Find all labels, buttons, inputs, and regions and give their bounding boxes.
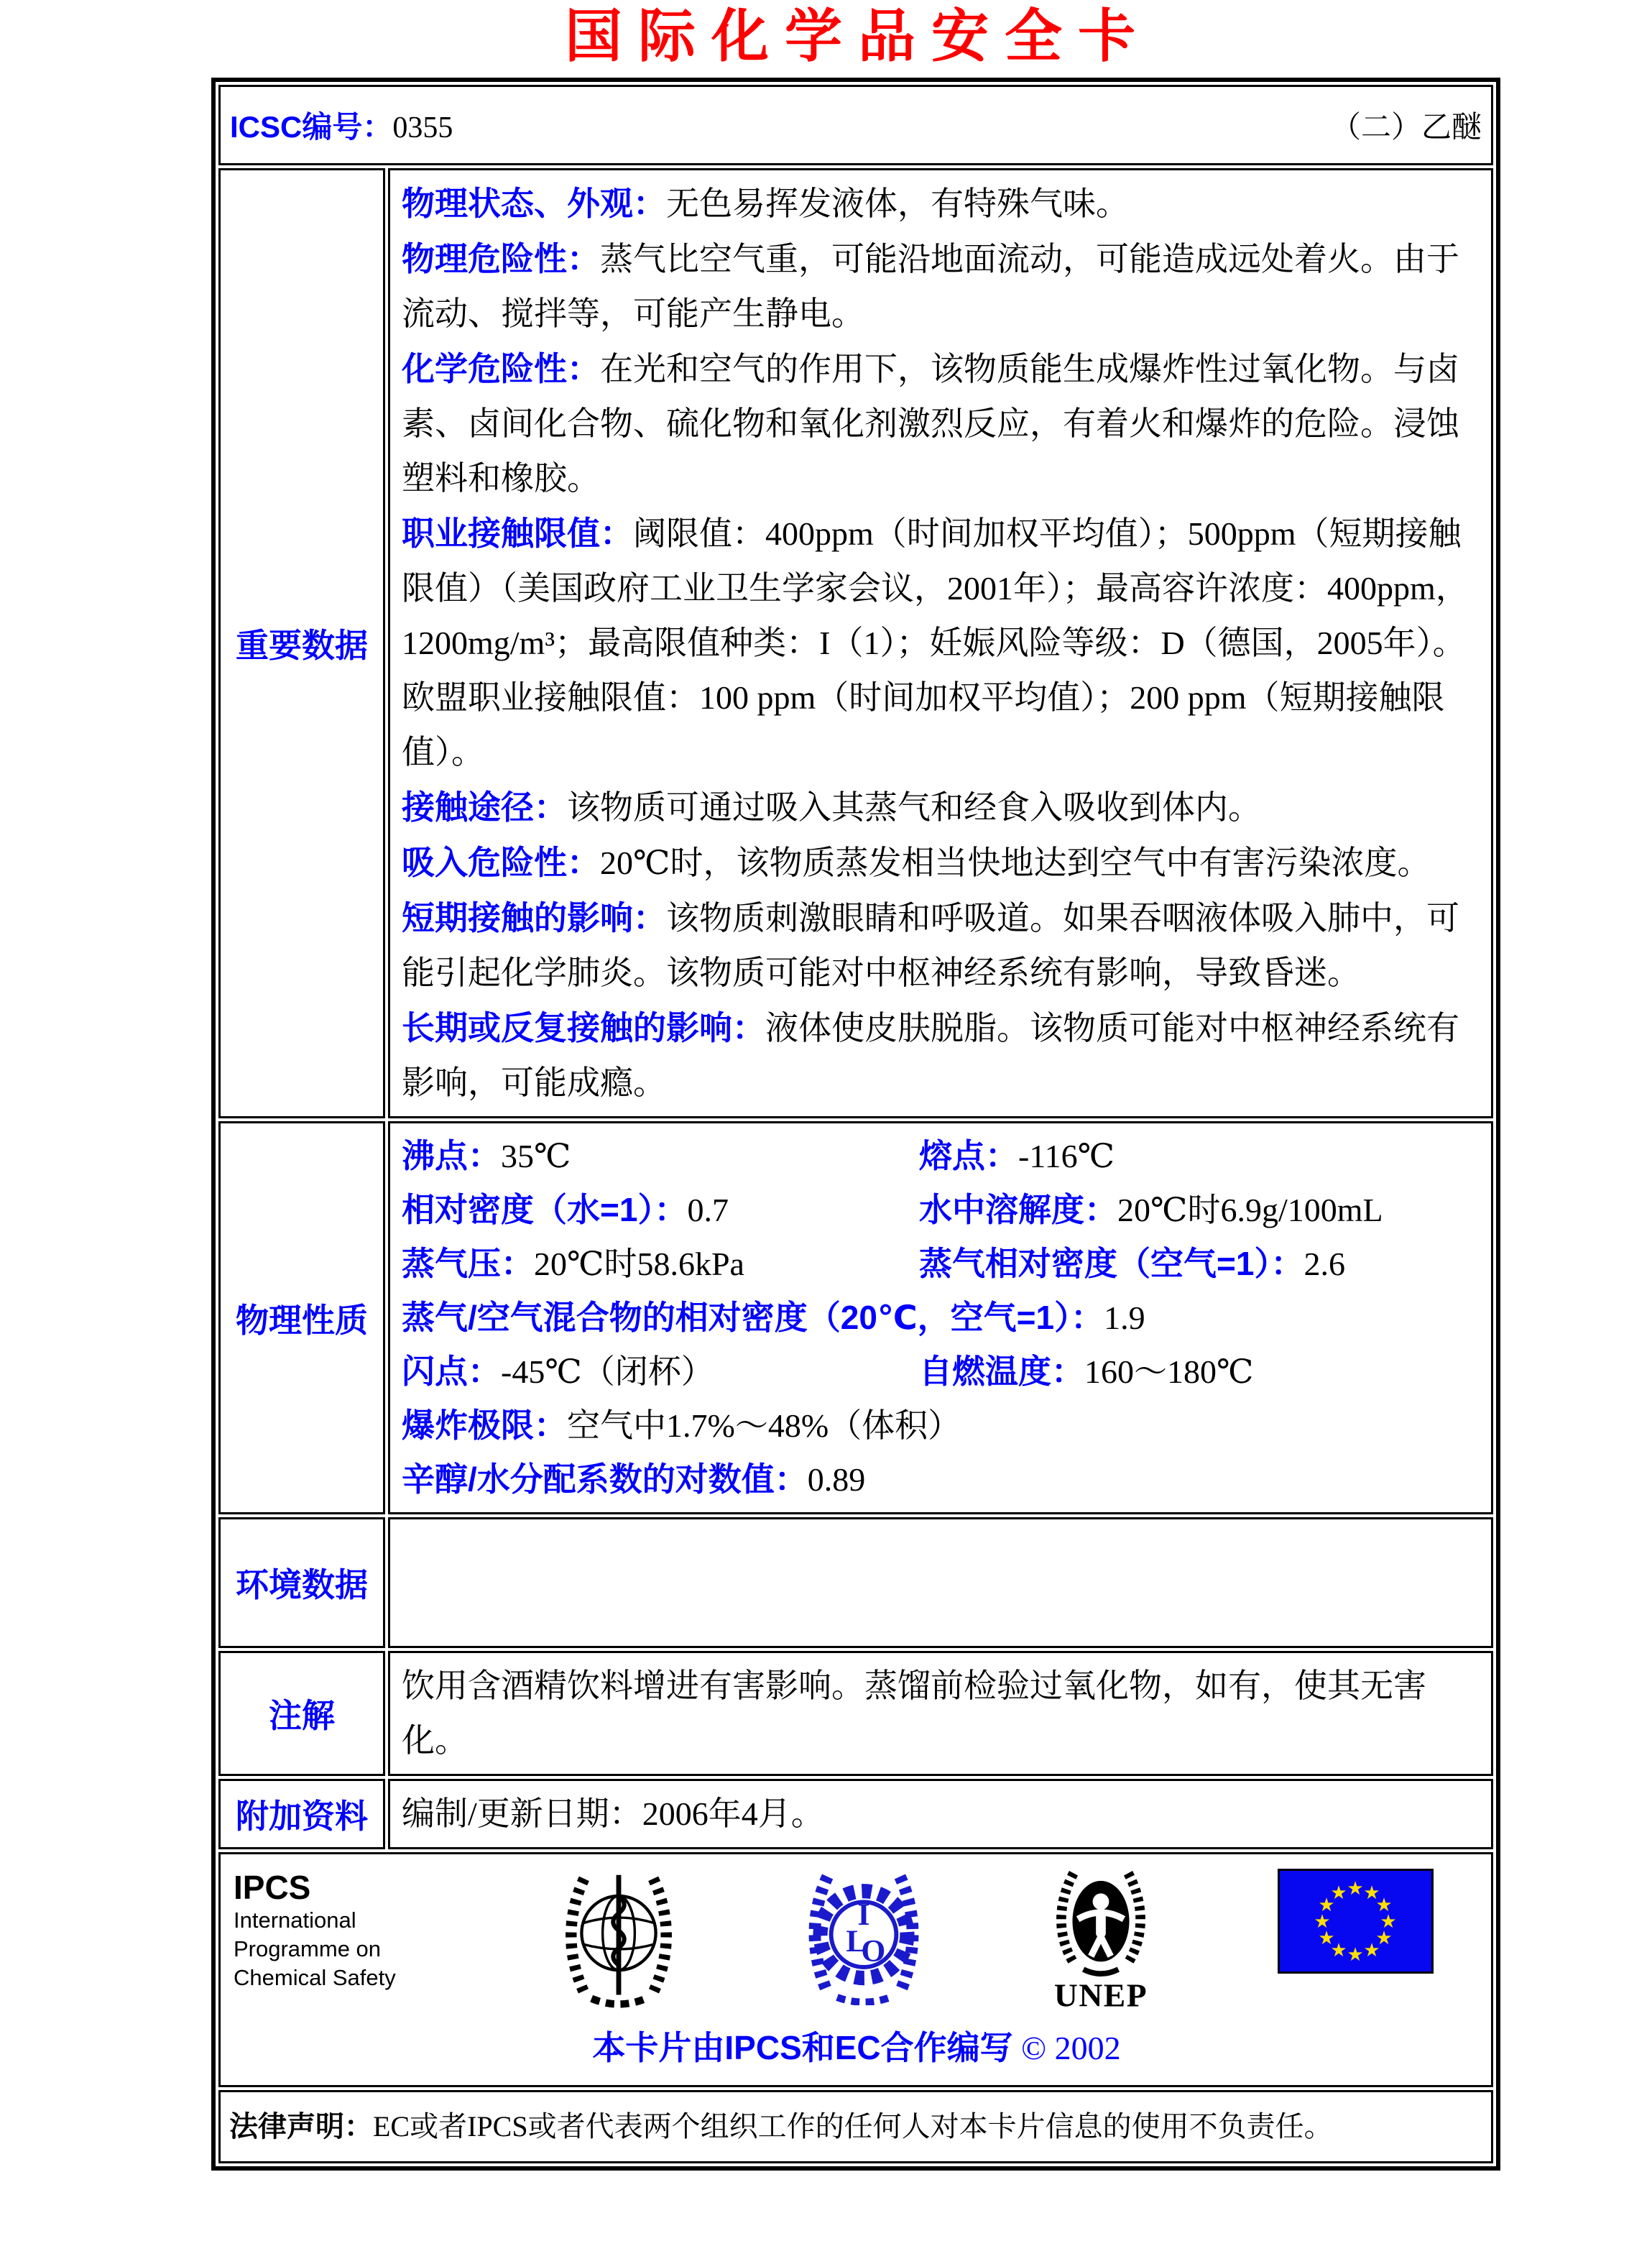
ipcs-text-block: IPCS International Programme on Chemical Safety bbox=[234, 1869, 435, 1992]
field-text: 阈限值：400ppm（时间加权平均值）；500ppm（短期接触限值）（美国政府工业卫生学家会议，2001年）；最高容许浓度：400ppm，1200mg/m³；最高限值种类：I（1）；妊娠风险等级：D（德国，2005年）。欧盟职业接触限值：100 ppm（时间加权平均值）；200 ppm（短期接触限值）。 bbox=[402, 515, 1469, 770]
svg-text:O: O bbox=[860, 1933, 885, 1969]
svg-text:L: L bbox=[845, 1924, 867, 1959]
field-text: 在光和空气的作用下，该物质能生成爆炸性过氧化物。与卤素、卤间化合物、硫化物和氧化剂激烈反应，有着火和爆炸的危险。浸蚀塑料和橡胶。 bbox=[402, 351, 1459, 497]
row-label-notes: 注解 bbox=[218, 1651, 385, 1776]
credit-year: © 2002 bbox=[1021, 2030, 1121, 2066]
phys-vapor-density: 蒸气相对密度（空气=1）：2.6 bbox=[919, 1245, 1345, 1282]
svg-text:★: ★ bbox=[1330, 1882, 1347, 1904]
svg-text:★: ★ bbox=[1375, 1895, 1393, 1916]
field-text: 液体使皮肤脱脂。该物质可能对中枢神经系统有影响，可能成瘾。 bbox=[402, 1010, 1459, 1101]
svg-text:★: ★ bbox=[1318, 1928, 1335, 1949]
environmental-data-content bbox=[402, 1525, 1480, 1640]
chemical-name: （二）乙醚 bbox=[1330, 111, 1482, 144]
phys-autoignition-temperature: 自燃温度：160～180℃ bbox=[919, 1353, 1254, 1390]
logos-row bbox=[218, 1852, 1493, 2087]
svg-text:UNEP: UNEP bbox=[1053, 1977, 1148, 2011]
eu-flag-icon bbox=[1278, 1869, 1434, 1977]
svg-text:★: ★ bbox=[1347, 1944, 1364, 1966]
phys-explosive-limits: 爆炸极限：空气中1.7%～48%（体积） bbox=[402, 1407, 961, 1444]
field-label: 物理状态、外观： bbox=[402, 185, 666, 222]
page-title: 国际化学品安全卡 bbox=[565, 2, 1151, 70]
field-label: 接触途径： bbox=[402, 788, 567, 826]
icsc-number-label: ICSC编号： bbox=[230, 110, 393, 144]
additional-info-row bbox=[218, 1779, 1493, 1849]
phys-relative-density: 相对密度（水=1）：0.7 bbox=[402, 1191, 729, 1228]
legal-notice-row bbox=[218, 2090, 1493, 2163]
svg-text:★: ★ bbox=[1314, 1911, 1331, 1933]
phys-water-solubility: 水中溶解度：20℃时6.9g/100mL bbox=[919, 1191, 1383, 1228]
field-label: 长期或反复接触的影响： bbox=[402, 1009, 765, 1046]
field-label: 短期接触的影响： bbox=[402, 899, 666, 937]
field-text: 该物质可通过吸入其蒸气和经食入吸收到体内。 bbox=[567, 789, 1261, 826]
physical-properties-row bbox=[218, 1121, 1493, 1514]
who-logo-icon bbox=[557, 1869, 680, 2015]
phys-flash-point: 闪点：-45℃（闭杯） bbox=[402, 1353, 714, 1390]
header-row bbox=[218, 85, 1493, 165]
physical-properties-content bbox=[388, 1121, 1493, 1514]
phys-octanol-water-partition: 辛醇/水分配系数的对数值：0.89 bbox=[402, 1460, 866, 1498]
icsc-number-value: 0355 bbox=[392, 111, 453, 144]
svg-text:★: ★ bbox=[1375, 1928, 1393, 1949]
credit-line bbox=[229, 2022, 1484, 2069]
field-text: 蒸气比空气重，可能沿地面流动，可能造成远处着火。由于流动、搅拌等，可能产生静电。 bbox=[402, 241, 1459, 332]
notes-content: 饮用含酒精饮料增进有害影响。蒸馏前检验过氧化物，如有，使其无害化。 bbox=[388, 1651, 1493, 1776]
icsc-number-group bbox=[230, 103, 453, 147]
credit-text: 本卡片由IPCS和EC合作编写 bbox=[592, 2029, 1013, 2066]
row-label-additional-info: 附加资料 bbox=[218, 1779, 385, 1849]
field-label: 化学危险性： bbox=[402, 350, 600, 387]
svg-text:★: ★ bbox=[1363, 1882, 1380, 1904]
svg-text:★: ★ bbox=[1347, 1878, 1364, 1900]
phys-melting-point: 熔点：-116℃ bbox=[919, 1137, 1115, 1174]
row-label-important-data: 重要数据 bbox=[218, 168, 385, 1118]
field-text: 20℃时，该物质蒸发相当快地达到空气中有害污染浓度。 bbox=[600, 845, 1431, 881]
icsc-card-page bbox=[211, 4, 1505, 2171]
field-label: 物理危险性： bbox=[402, 240, 600, 277]
additional-info-content: 编制/更新日期：2006年4月。 bbox=[388, 1779, 1493, 1849]
phys-boiling-point: 沸点：35℃ bbox=[402, 1137, 571, 1174]
svg-text:★: ★ bbox=[1380, 1911, 1397, 1933]
svg-text:I: I bbox=[857, 1897, 869, 1933]
important-data-row bbox=[218, 168, 1493, 1118]
legal-notice-text: EC或者IPCS或者代表两个组织工作的任何人对本卡片信息的使用不负责任。 bbox=[373, 2110, 1333, 2143]
phys-vapor-air-mixture-density: 蒸气/空气混合物的相对密度（20℃，空气=1）：1.9 bbox=[402, 1299, 1145, 1336]
ipcs-title: IPCS bbox=[234, 1869, 311, 1906]
notes-row bbox=[218, 1651, 1493, 1776]
svg-text:★: ★ bbox=[1318, 1895, 1335, 1916]
row-label-physical-properties: 物理性质 bbox=[218, 1121, 385, 1514]
unep-logo-icon bbox=[1046, 1869, 1155, 2015]
field-label: 吸入危险性： bbox=[402, 844, 600, 881]
legal-notice-label: 法律声明： bbox=[229, 2111, 373, 2143]
important-data-content bbox=[388, 168, 1493, 1118]
phys-vapor-pressure: 蒸气压：20℃时58.6kPa bbox=[402, 1245, 744, 1282]
field-label: 职业接触限值： bbox=[402, 515, 633, 552]
environmental-data-row bbox=[218, 1517, 1493, 1648]
field-text: 该物质刺激眼睛和呼吸道。如果吞咽液体吸入肺中，可能引起化学肺炎。该物质可能对中枢神经系统有影响，导致昏迷。 bbox=[402, 900, 1459, 991]
ilo-logo-icon bbox=[803, 1869, 924, 2009]
svg-text:★: ★ bbox=[1363, 1940, 1380, 1961]
svg-text:★: ★ bbox=[1330, 1940, 1347, 1961]
field-text: 无色易挥发液体，有特殊气味。 bbox=[666, 185, 1129, 222]
icsc-card-table bbox=[211, 78, 1500, 2171]
row-label-environmental-data: 环境数据 bbox=[218, 1517, 385, 1648]
